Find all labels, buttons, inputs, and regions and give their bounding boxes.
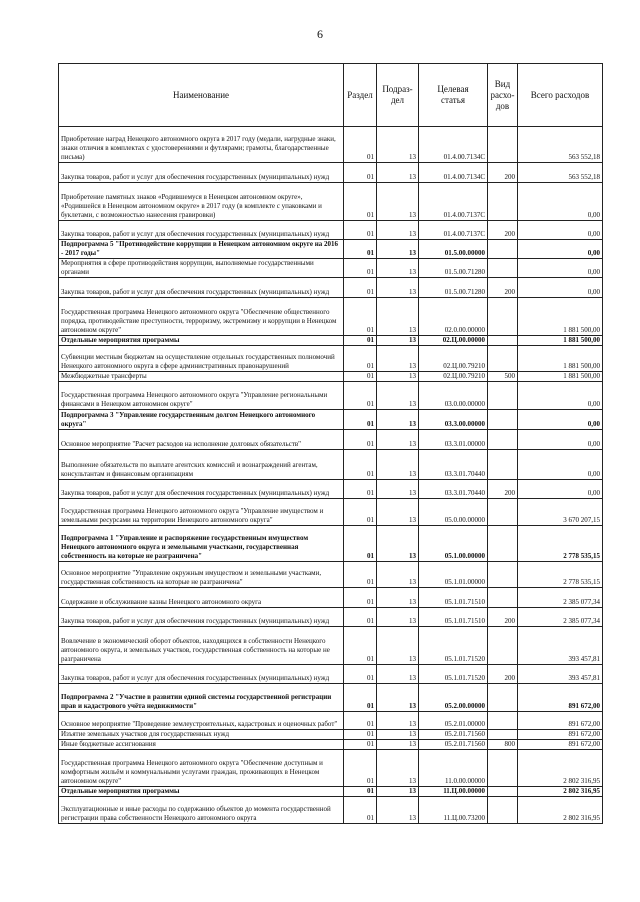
table-header-row bbox=[59, 64, 603, 127]
row-subsection: 13 bbox=[377, 240, 419, 259]
row-section: 01 bbox=[344, 163, 377, 183]
row-section: 01 bbox=[344, 627, 377, 665]
row-total: 2 385 077,34 bbox=[518, 608, 603, 627]
row-subsection: 13 bbox=[377, 259, 419, 278]
row-name: Закупка товаров, работ и услуг для обеспечения государственных (муниципальных) нужд bbox=[59, 608, 344, 627]
row-subsection: 13 bbox=[377, 480, 419, 499]
row-section: 01 bbox=[344, 480, 377, 499]
row-subsection: 13 bbox=[377, 740, 419, 750]
row-name: Государственная программа Ненецкого автономного округа "Управление региональными финансами в Ненецком автономном округе" bbox=[59, 382, 344, 410]
row-name: Мероприятия в сфере противодействия коррупции, выполняемые государственными органами bbox=[59, 259, 344, 278]
row-total: 0,00 bbox=[518, 410, 603, 430]
row-total: 0,00 bbox=[518, 450, 603, 480]
row-subsection: 13 bbox=[377, 797, 419, 824]
row-subsection: 13 bbox=[377, 712, 419, 730]
row-section: 01 bbox=[344, 608, 377, 627]
row-total: 0,00 bbox=[518, 240, 603, 259]
row-section: 01 bbox=[344, 797, 377, 824]
table-row bbox=[59, 127, 603, 163]
row-kind: 200 bbox=[488, 665, 518, 684]
row-section: 01 bbox=[344, 430, 377, 450]
row-target: 02.Ц.00.79210 bbox=[419, 346, 488, 372]
row-name: Иные бюджетные ассигнования bbox=[59, 740, 344, 750]
row-section: 01 bbox=[344, 750, 377, 787]
row-subsection: 13 bbox=[377, 627, 419, 665]
table-row bbox=[59, 740, 603, 750]
row-section: 01 bbox=[344, 221, 377, 240]
header-name: Наименование bbox=[59, 64, 344, 127]
row-kind bbox=[488, 183, 518, 221]
row-name: Межбюджетные трансферты bbox=[59, 372, 344, 382]
table-row bbox=[59, 221, 603, 240]
table-row bbox=[59, 450, 603, 480]
table-row bbox=[59, 163, 603, 183]
row-name: Государственная программа Ненецкого автономного округа "Обеспечение общественного порядка, противодействие преступности, терроризму, экстремизму и коррупции в Ненецком автономном округе" bbox=[59, 298, 344, 336]
row-kind: 500 bbox=[488, 372, 518, 382]
row-kind bbox=[488, 499, 518, 526]
row-target: 01.4.00.7134С bbox=[419, 127, 488, 163]
row-target: 11.Ц.00.73200 bbox=[419, 797, 488, 824]
row-kind: 200 bbox=[488, 221, 518, 240]
row-target: 03.3.01.70440 bbox=[419, 480, 488, 499]
row-target: 05.1.01.71520 bbox=[419, 665, 488, 684]
row-section: 01 bbox=[344, 450, 377, 480]
row-target: 11.Ц.00.00000 bbox=[419, 787, 488, 797]
row-kind bbox=[488, 298, 518, 336]
row-target: 01.5.00.71280 bbox=[419, 278, 488, 298]
row-total: 0,00 bbox=[518, 382, 603, 410]
row-target: 01.5.00.71280 bbox=[419, 259, 488, 278]
row-kind bbox=[488, 127, 518, 163]
table-row bbox=[59, 750, 603, 787]
row-name: Закупка товаров, работ и услуг для обеспечения государственных (муниципальных) нужд bbox=[59, 278, 344, 298]
row-section: 01 bbox=[344, 278, 377, 298]
table-row bbox=[59, 372, 603, 382]
table-row bbox=[59, 627, 603, 665]
row-section: 01 bbox=[344, 526, 377, 562]
header-target: Целевая статья bbox=[419, 64, 488, 127]
row-kind bbox=[488, 430, 518, 450]
row-kind bbox=[488, 259, 518, 278]
table-row bbox=[59, 278, 603, 298]
row-kind bbox=[488, 562, 518, 588]
row-name: Подпрограмма 3 "Управление государственным долгом Ненецкого автономного округа" bbox=[59, 410, 344, 430]
row-kind bbox=[488, 787, 518, 797]
row-total: 891 672,00 bbox=[518, 712, 603, 730]
row-subsection: 13 bbox=[377, 730, 419, 740]
row-target: 05.2.00.00000 bbox=[419, 684, 488, 712]
row-total: 2 802 316,95 bbox=[518, 750, 603, 787]
row-name: Приобретение наград Ненецкого автономного округа в 2017 году (медали, нагрудные знаки, знаки отличия в комплектах с удостоверениями и футлярами; грамоты, благодарственные письма) bbox=[59, 127, 344, 163]
row-name: Эксплуатационные и иные расходы по содержанию объектов до момента государственной регистрации права собственности Ненецкого автономного округа bbox=[59, 797, 344, 824]
row-target: 02.Ц.00.00000 bbox=[419, 336, 488, 346]
row-name: Государственная программа Ненецкого автономного округа "Обеспечение доступным и комфортным жильём и коммунальными услугами граждан, проживающих в Ненецком автономном округе" bbox=[59, 750, 344, 787]
row-subsection: 13 bbox=[377, 382, 419, 410]
row-name: Подпрограмма 5 "Противодействие коррупции в Ненецком автономном округе на 2016 - 2017 годы" bbox=[59, 240, 344, 259]
table-row bbox=[59, 787, 603, 797]
row-target: 03.0.00.00000 bbox=[419, 382, 488, 410]
row-section: 01 bbox=[344, 183, 377, 221]
row-total: 1 881 500,00 bbox=[518, 346, 603, 372]
row-kind: 800 bbox=[488, 740, 518, 750]
row-section: 01 bbox=[344, 588, 377, 608]
row-subsection: 13 bbox=[377, 787, 419, 797]
row-total: 393 457,81 bbox=[518, 665, 603, 684]
row-total: 2 802 316,95 bbox=[518, 787, 603, 797]
row-kind bbox=[488, 750, 518, 787]
row-target: 01.5.00.00000 bbox=[419, 240, 488, 259]
row-target: 11.0.00.00000 bbox=[419, 750, 488, 787]
row-target: 01.4.00.7137С bbox=[419, 183, 488, 221]
row-subsection: 13 bbox=[377, 562, 419, 588]
table-row bbox=[59, 240, 603, 259]
row-subsection: 13 bbox=[377, 684, 419, 712]
row-total: 891 672,00 bbox=[518, 684, 603, 712]
row-kind: 200 bbox=[488, 278, 518, 298]
row-section: 01 bbox=[344, 787, 377, 797]
row-target: 03.3.01.00000 bbox=[419, 430, 488, 450]
row-section: 01 bbox=[344, 382, 377, 410]
row-subsection: 13 bbox=[377, 608, 419, 627]
row-subsection: 13 bbox=[377, 221, 419, 240]
row-name: Основное мероприятие "Проведение землеустроительных, кадастровых и оценочных работ" bbox=[59, 712, 344, 730]
row-name: Выполнение обязательств по выплате агентских комиссий и вознаграждений агентам, консультантам и финансовым организациям bbox=[59, 450, 344, 480]
table-row bbox=[59, 346, 603, 372]
row-target: 01.4.00.7137С bbox=[419, 221, 488, 240]
row-target: 05.1.00.00000 bbox=[419, 526, 488, 562]
row-name: Закупка товаров, работ и услуг для обеспечения государственных (муниципальных) нужд bbox=[59, 163, 344, 183]
row-total: 563 552,18 bbox=[518, 163, 603, 183]
row-subsection: 13 bbox=[377, 430, 419, 450]
row-name: Закупка товаров, работ и услуг для обеспечения государственных (муниципальных) нужд bbox=[59, 480, 344, 499]
row-target: 03.3.00.00000 bbox=[419, 410, 488, 430]
table-row bbox=[59, 588, 603, 608]
row-subsection: 13 bbox=[377, 278, 419, 298]
row-section: 01 bbox=[344, 740, 377, 750]
row-section: 01 bbox=[344, 240, 377, 259]
table-row bbox=[59, 712, 603, 730]
row-subsection: 13 bbox=[377, 127, 419, 163]
row-total: 563 552,18 bbox=[518, 127, 603, 163]
table-row bbox=[59, 336, 603, 346]
table-row bbox=[59, 382, 603, 410]
row-subsection: 13 bbox=[377, 588, 419, 608]
table-row bbox=[59, 797, 603, 824]
row-kind bbox=[488, 382, 518, 410]
row-kind bbox=[488, 450, 518, 480]
row-total: 3 670 207,15 bbox=[518, 499, 603, 526]
row-total: 0,00 bbox=[518, 430, 603, 450]
row-target: 05.0.00.00000 bbox=[419, 499, 488, 526]
row-section: 01 bbox=[344, 499, 377, 526]
row-total: 891 672,00 bbox=[518, 740, 603, 750]
row-total: 2 385 077,34 bbox=[518, 588, 603, 608]
row-subsection: 13 bbox=[377, 298, 419, 336]
row-subsection: 13 bbox=[377, 526, 419, 562]
row-subsection: 13 bbox=[377, 410, 419, 430]
row-section: 01 bbox=[344, 336, 377, 346]
row-section: 01 bbox=[344, 712, 377, 730]
table-row bbox=[59, 430, 603, 450]
table-row bbox=[59, 665, 603, 684]
row-section: 01 bbox=[344, 562, 377, 588]
row-kind bbox=[488, 797, 518, 824]
row-kind: 200 bbox=[488, 163, 518, 183]
page-number: 6 bbox=[317, 27, 323, 41]
row-subsection: 13 bbox=[377, 336, 419, 346]
row-kind bbox=[488, 730, 518, 740]
row-target: 03.3.01.70440 bbox=[419, 450, 488, 480]
row-kind bbox=[488, 526, 518, 562]
row-section: 01 bbox=[344, 346, 377, 372]
row-name: Содержание и обслуживание казны Ненецкого автономного округа bbox=[59, 588, 344, 608]
table-row bbox=[59, 183, 603, 221]
row-target: 02.0.00.00000 bbox=[419, 298, 488, 336]
row-name: Вовлечение в экономический оборот объектов, находящихся в собственности Ненецкого автономного округа, и земельных участков, государственная собственность на которые не разграничена bbox=[59, 627, 344, 665]
row-kind: 200 bbox=[488, 608, 518, 627]
header-total: Всего расходов bbox=[518, 64, 603, 127]
row-total: 1 881 500,00 bbox=[518, 298, 603, 336]
row-name: Государственная программа Ненецкого автономного округа "Управление имуществом и земельными ресурсами на территории Ненецкого автономного округа" bbox=[59, 499, 344, 526]
row-name: Отдельные мероприятия программы bbox=[59, 787, 344, 797]
row-subsection: 13 bbox=[377, 499, 419, 526]
row-subsection: 13 bbox=[377, 372, 419, 382]
row-kind bbox=[488, 410, 518, 430]
row-name: Подпрограмма 2 "Участие в развитии единой системы государственной регистрации прав и кадастрового учёта недвижимости" bbox=[59, 684, 344, 712]
row-target: 05.2.01.71560 bbox=[419, 740, 488, 750]
expenses-table bbox=[58, 63, 603, 824]
row-subsection: 13 bbox=[377, 183, 419, 221]
row-kind bbox=[488, 712, 518, 730]
row-section: 01 bbox=[344, 298, 377, 336]
row-section: 01 bbox=[344, 259, 377, 278]
row-name: Изъятие земельных участков для государственных нужд bbox=[59, 730, 344, 740]
row-name: Основное мероприятие "Расчет расходов на исполнение долговых обязательств" bbox=[59, 430, 344, 450]
row-name: Закупка товаров, работ и услуг для обеспечения государственных (муниципальных) нужд bbox=[59, 221, 344, 240]
row-target: 02.Ц.00.79210 bbox=[419, 372, 488, 382]
row-total: 0,00 bbox=[518, 259, 603, 278]
row-total: 891 672,00 bbox=[518, 730, 603, 740]
row-name: Приобретение памятных знаков «Родившемуся в Ненецком автономном округе», «Родившейся в Ненецком автономном округе» в 2017 году (в комплекте с упаковками и буклетами, с возможностью нанесения гравировки) bbox=[59, 183, 344, 221]
row-total: 0,00 bbox=[518, 221, 603, 240]
row-total: 2 778 535,15 bbox=[518, 562, 603, 588]
row-subsection: 13 bbox=[377, 665, 419, 684]
table-row bbox=[59, 608, 603, 627]
row-target: 05.1.01.71510 bbox=[419, 588, 488, 608]
row-target: 05.1.01.71520 bbox=[419, 627, 488, 665]
row-name: Подпрограмма 1 "Управление и распоряжение государственным имуществом Ненецкого автономного округа и земельными участками, государственная собственность на которые не разграничена" bbox=[59, 526, 344, 562]
row-subsection: 13 bbox=[377, 750, 419, 787]
row-kind bbox=[488, 346, 518, 372]
row-target: 05.1.01.00000 bbox=[419, 562, 488, 588]
row-subsection: 13 bbox=[377, 346, 419, 372]
row-kind: 200 bbox=[488, 480, 518, 499]
table-row bbox=[59, 259, 603, 278]
row-total: 393 457,81 bbox=[518, 627, 603, 665]
row-section: 01 bbox=[344, 665, 377, 684]
row-total: 2 802 316,95 bbox=[518, 797, 603, 824]
row-total: 0,00 bbox=[518, 278, 603, 298]
header-subsection: Подраз- дел bbox=[377, 64, 419, 127]
row-name: Закупка товаров, работ и услуг для обеспечения государственных (муниципальных) нужд bbox=[59, 665, 344, 684]
table-row bbox=[59, 480, 603, 499]
table-row bbox=[59, 499, 603, 526]
table-row bbox=[59, 730, 603, 740]
row-subsection: 13 bbox=[377, 450, 419, 480]
header-kind: Вид расхо- дов bbox=[488, 64, 518, 127]
table-row bbox=[59, 298, 603, 336]
row-section: 01 bbox=[344, 730, 377, 740]
row-kind bbox=[488, 588, 518, 608]
header-section: Раздел bbox=[344, 64, 377, 127]
table-row bbox=[59, 562, 603, 588]
row-subsection: 13 bbox=[377, 163, 419, 183]
row-target: 05.1.01.71510 bbox=[419, 608, 488, 627]
row-total: 0,00 bbox=[518, 183, 603, 221]
row-total: 1 881 500,00 bbox=[518, 372, 603, 382]
table-row bbox=[59, 410, 603, 430]
row-target: 01.4.00.7134С bbox=[419, 163, 488, 183]
row-name: Субвенции местным бюджетам на осуществление отдельных государственных полномочий Ненецкого автономного округа в сфере административных правонарушений bbox=[59, 346, 344, 372]
row-kind bbox=[488, 684, 518, 712]
row-kind bbox=[488, 240, 518, 259]
row-section: 01 bbox=[344, 684, 377, 712]
row-total: 2 778 535,15 bbox=[518, 526, 603, 562]
row-total: 1 881 500,00 bbox=[518, 336, 603, 346]
row-kind bbox=[488, 627, 518, 665]
row-name: Основное мероприятие "Управление окружным имуществом и земельными участками, государственная собственность на которые не разграничена" bbox=[59, 562, 344, 588]
row-section: 01 bbox=[344, 372, 377, 382]
row-section: 01 bbox=[344, 410, 377, 430]
table-row bbox=[59, 684, 603, 712]
row-section: 01 bbox=[344, 127, 377, 163]
row-total: 0,00 bbox=[518, 480, 603, 499]
row-target: 05.2.01.71560 bbox=[419, 730, 488, 740]
row-name: Отдельные мероприятия программы bbox=[59, 336, 344, 346]
table-row bbox=[59, 526, 603, 562]
row-kind bbox=[488, 336, 518, 346]
row-target: 05.2.01.00000 bbox=[419, 712, 488, 730]
